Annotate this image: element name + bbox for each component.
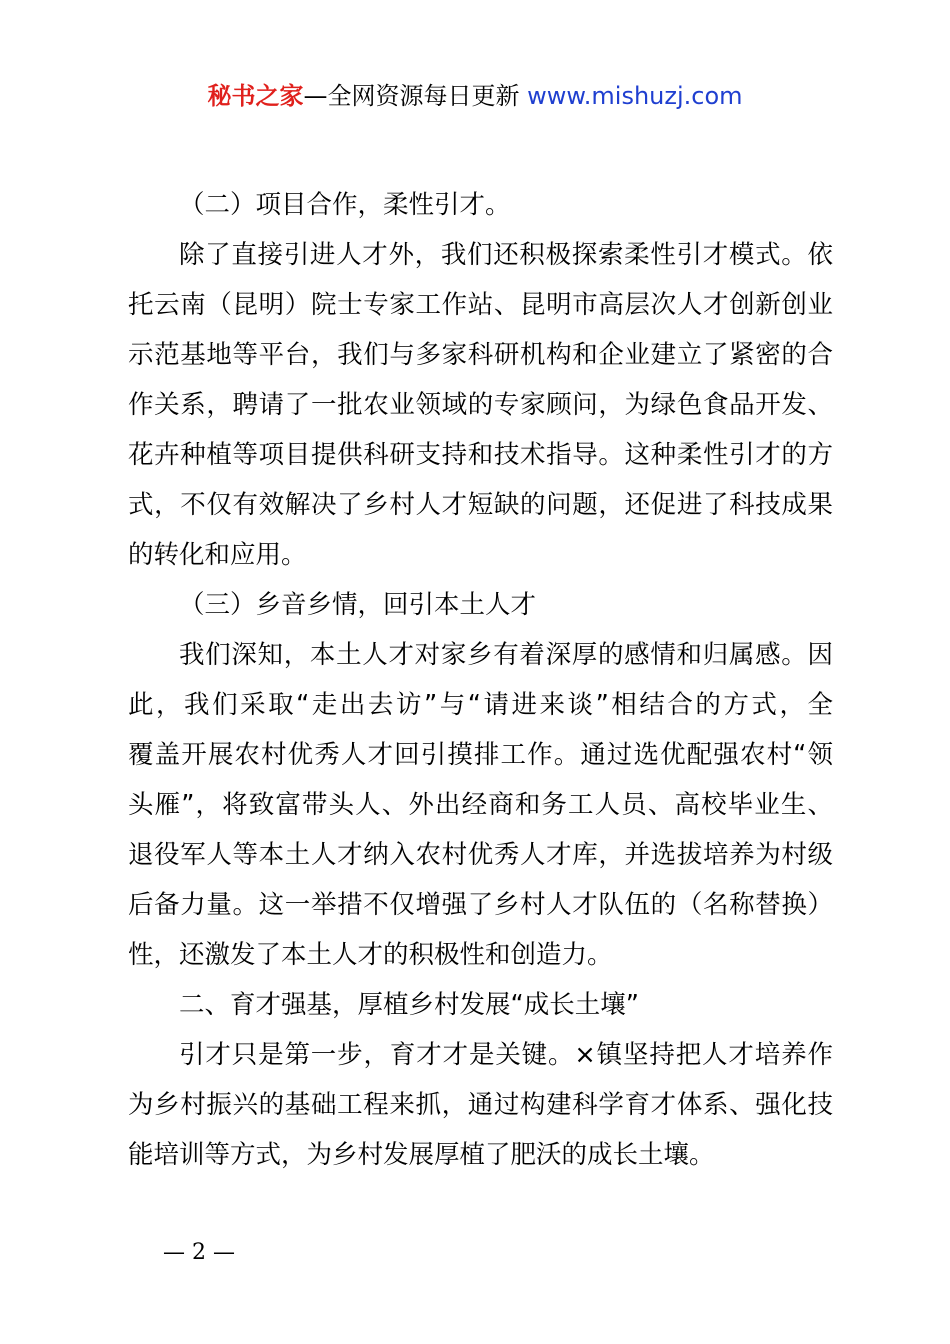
paragraph-line: 后备力量。这一举措不仅增强了乡村人才队伍的（名称替换） xyxy=(128,890,833,920)
section-heading-2: （二）项目合作，柔性引才。 xyxy=(179,190,511,220)
brand-name: 秘书之家 xyxy=(207,82,304,110)
paragraph-line: 能培训等方式，为乡村发展厚植了肥沃的成长土壤。 xyxy=(128,1140,715,1170)
paragraph-line: 性，还激发了本土人才的积极性和创造力。 xyxy=(128,940,613,970)
paragraph-line: 除了直接引进人才外，我们还积极探索柔性引才模式。依 xyxy=(179,240,833,270)
document-body xyxy=(128,180,833,1180)
paragraph-line: 覆盖开展农村优秀人才回引摸排工作。通过选优配强农村“领 xyxy=(128,740,833,770)
paragraph-line: 此，我们采取“走出去访”与“请进来谈”相结合的方式，全 xyxy=(128,690,833,720)
paragraph-line: 退役军人等本土人才纳入农村优秀人才库，并选拔培养为村级 xyxy=(128,840,833,870)
chapter-heading-2: 二、育才强基，厚植乡村发展“成长土壤” xyxy=(179,990,639,1020)
paragraph-line: 为乡村振兴的基础工程来抓，通过构建科学育才体系、强化技 xyxy=(128,1090,833,1120)
paragraph-line: 头雁”，将致富带头人、外出经商和务工人员、高校毕业生、 xyxy=(128,790,833,820)
paragraph-line: 我们深知，本土人才对家乡有着深厚的感情和归属感。因 xyxy=(179,640,833,670)
section-heading-3: （三）乡音乡情，回引本土人才 xyxy=(179,590,537,620)
paragraph-line: 花卉种植等项目提供科研支持和技术指导。这种柔性引才的方 xyxy=(128,440,833,470)
page-number: — 2 — xyxy=(163,1240,235,1265)
paragraph-line: 作关系，聘请了一批农业领域的专家顾问，为绿色食品开发、 xyxy=(128,390,833,420)
page-header xyxy=(0,80,950,112)
paragraph-line: 引才只是第一步，育才才是关键。×镇坚持把人才培养作 xyxy=(179,1040,833,1070)
paragraph-line: 的转化和应用。 xyxy=(128,540,307,570)
paragraph-line: 示范基地等平台，我们与多家科研机构和企业建立了紧密的合 xyxy=(128,340,833,370)
paragraph-line: 托云南（昆明）院士专家工作站、昆明市高层次人才创新创业 xyxy=(128,290,833,320)
header-tagline: —全网资源每日更新 xyxy=(303,82,520,110)
site-url-link[interactable]: www.mishuzj.com xyxy=(527,82,743,110)
paragraph-line: 式，不仅有效解决了乡村人才短缺的问题，还促进了科技成果 xyxy=(128,490,833,520)
